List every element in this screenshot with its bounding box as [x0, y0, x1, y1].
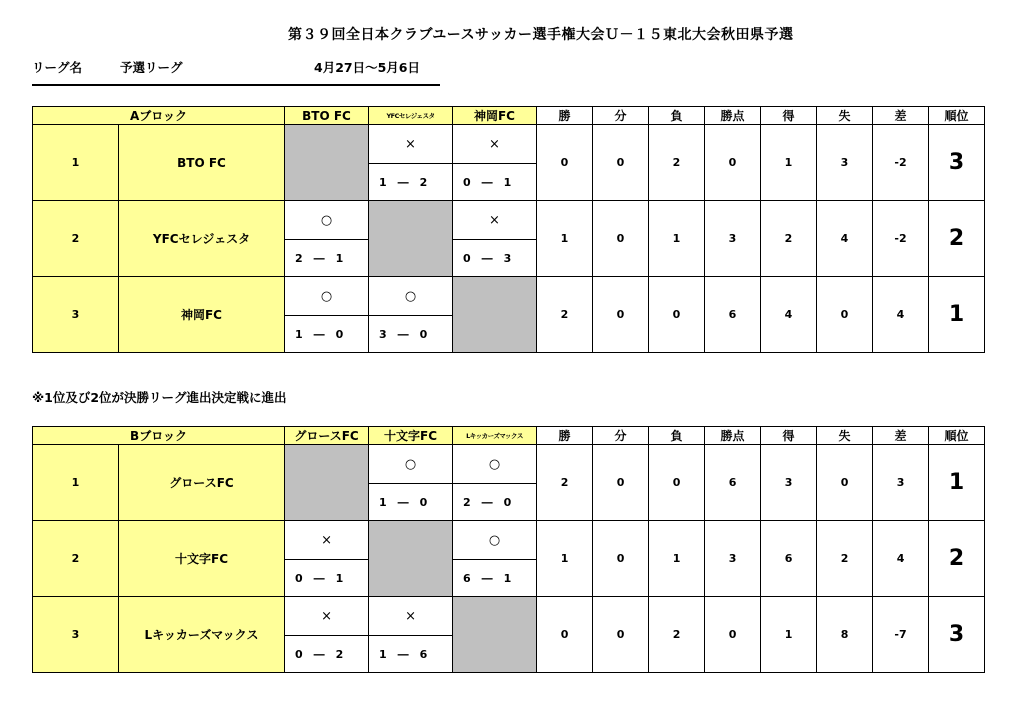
stat-header: 分: [593, 107, 649, 125]
team-name: グロースFC: [119, 445, 285, 521]
rank-value: 1: [929, 445, 985, 521]
stat-value: 2: [537, 277, 593, 353]
tournament-dates: 4月27日～5月6日: [314, 60, 420, 75]
opponent-header: BTO FC: [285, 107, 369, 125]
stat-header: 差: [873, 107, 929, 125]
page-title: 第３９回全日本クラブユースサッカー選手権大会Ｕ－１５東北大会秋田県予選: [288, 27, 794, 43]
result-mark: ○: [453, 521, 537, 560]
stat-value: -2: [873, 125, 929, 201]
stat-value: 0: [649, 445, 705, 521]
result-score: 1 ― 2: [369, 164, 453, 201]
stat-value: -7: [873, 597, 929, 673]
stat-value: -2: [873, 201, 929, 277]
result-score: 6 ― 1: [453, 560, 537, 597]
stat-header: 得: [761, 107, 817, 125]
self-match-cell: [285, 445, 369, 521]
result-score: 0 ― 2: [285, 636, 369, 673]
stat-value: 3: [761, 445, 817, 521]
stat-value: 0: [593, 445, 649, 521]
stat-header: 負: [649, 107, 705, 125]
league-name: 予選リーグ: [120, 60, 183, 75]
team-number: 3: [33, 597, 119, 673]
stat-value: 2: [817, 521, 873, 597]
stat-value: 2: [761, 201, 817, 277]
self-match-cell: [369, 521, 453, 597]
stat-value: 3: [705, 201, 761, 277]
stat-value: 4: [761, 277, 817, 353]
stat-header: 失: [817, 107, 873, 125]
stat-value: 0: [649, 277, 705, 353]
stat-value: 0: [593, 125, 649, 201]
result-score: 0 ― 1: [453, 164, 537, 201]
stat-header: 勝点: [705, 427, 761, 445]
result-mark: ×: [369, 597, 453, 636]
stat-header: 勝: [537, 107, 593, 125]
team-number: 2: [33, 201, 119, 277]
result-mark: ×: [453, 125, 537, 164]
rank-value: 3: [929, 125, 985, 201]
stat-value: 0: [593, 521, 649, 597]
stat-value: 4: [873, 277, 929, 353]
result-score: 0 ― 3: [453, 240, 537, 277]
stat-value: 0: [593, 277, 649, 353]
result-mark: ×: [285, 597, 369, 636]
stat-value: 0: [817, 277, 873, 353]
result-score: 2 ― 1: [285, 240, 369, 277]
stat-value: 6: [761, 521, 817, 597]
stat-value: 2: [537, 445, 593, 521]
stat-value: 4: [817, 201, 873, 277]
stat-header: 得: [761, 427, 817, 445]
result-mark: ×: [369, 125, 453, 164]
stat-value: 2: [649, 125, 705, 201]
team-name: 十文字FC: [119, 521, 285, 597]
self-match-cell: [453, 597, 537, 673]
result-score: 1 ― 6: [369, 636, 453, 673]
stat-value: 0: [705, 597, 761, 673]
stat-header: 失: [817, 427, 873, 445]
result-mark: ×: [285, 521, 369, 560]
stat-value: 0: [537, 125, 593, 201]
stat-value: 0: [593, 597, 649, 673]
result-mark: ×: [453, 201, 537, 240]
team-name: 神岡FC: [119, 277, 285, 353]
stat-value: 1: [537, 201, 593, 277]
stat-value: 1: [649, 521, 705, 597]
result-score: 1 ― 0: [369, 484, 453, 521]
rank-value: 2: [929, 521, 985, 597]
team-number: 1: [33, 445, 119, 521]
block-name: Bブロック: [33, 427, 285, 445]
stat-value: 3: [817, 125, 873, 201]
stat-value: 0: [705, 125, 761, 201]
opponent-header: 神岡FC: [453, 107, 537, 125]
league-label: リーグ名: [32, 60, 83, 75]
stat-header: 差: [873, 427, 929, 445]
result-score: 0 ― 1: [285, 560, 369, 597]
result-score: 3 ― 0: [369, 316, 453, 353]
result-mark: ○: [369, 277, 453, 316]
rank-value: 1: [929, 277, 985, 353]
stat-header: 勝: [537, 427, 593, 445]
stat-header: 負: [649, 427, 705, 445]
stat-value: 3: [873, 445, 929, 521]
advancement-note: ※1位及び2位が決勝リーグ進出決定戦に進出: [32, 390, 287, 405]
stat-value: 0: [537, 597, 593, 673]
stat-value: 3: [705, 521, 761, 597]
team-name: Lキッカーズマックス: [119, 597, 285, 673]
stat-value: 2: [649, 597, 705, 673]
team-number: 3: [33, 277, 119, 353]
self-match-cell: [285, 125, 369, 201]
result-mark: ○: [369, 445, 453, 484]
result-mark: ○: [285, 201, 369, 240]
team-number: 2: [33, 521, 119, 597]
self-match-cell: [453, 277, 537, 353]
stat-value: 6: [705, 277, 761, 353]
rank-value: 3: [929, 597, 985, 673]
stat-value: 1: [761, 125, 817, 201]
stat-header: 順位: [929, 107, 985, 125]
stat-header: 分: [593, 427, 649, 445]
result-score: 2 ― 0: [453, 484, 537, 521]
stat-value: 1: [649, 201, 705, 277]
league-table-a: [32, 106, 1024, 353]
result-mark: ○: [453, 445, 537, 484]
stat-value: 8: [817, 597, 873, 673]
stat-value: 1: [761, 597, 817, 673]
rank-value: 2: [929, 201, 985, 277]
team-number: 1: [33, 125, 119, 201]
team-name: BTO FC: [119, 125, 285, 201]
self-match-cell: [369, 201, 453, 277]
stat-header: 勝点: [705, 107, 761, 125]
league-table-b: [32, 426, 1024, 673]
stat-value: 1: [537, 521, 593, 597]
stat-value: 6: [705, 445, 761, 521]
stat-value: 4: [873, 521, 929, 597]
team-name: YFCセレジェスタ: [119, 201, 285, 277]
stat-value: 0: [593, 201, 649, 277]
header-underline: [32, 84, 440, 86]
opponent-header: YFCセレジェスタ: [369, 107, 453, 125]
block-name: Aブロック: [33, 107, 285, 125]
opponent-header: グロースFC: [285, 427, 369, 445]
result-score: 1 ― 0: [285, 316, 369, 353]
opponent-header: 十文字FC: [369, 427, 453, 445]
opponent-header: Lキッカーズマックス: [453, 427, 537, 445]
stat-value: 0: [817, 445, 873, 521]
stat-header: 順位: [929, 427, 985, 445]
result-mark: ○: [285, 277, 369, 316]
